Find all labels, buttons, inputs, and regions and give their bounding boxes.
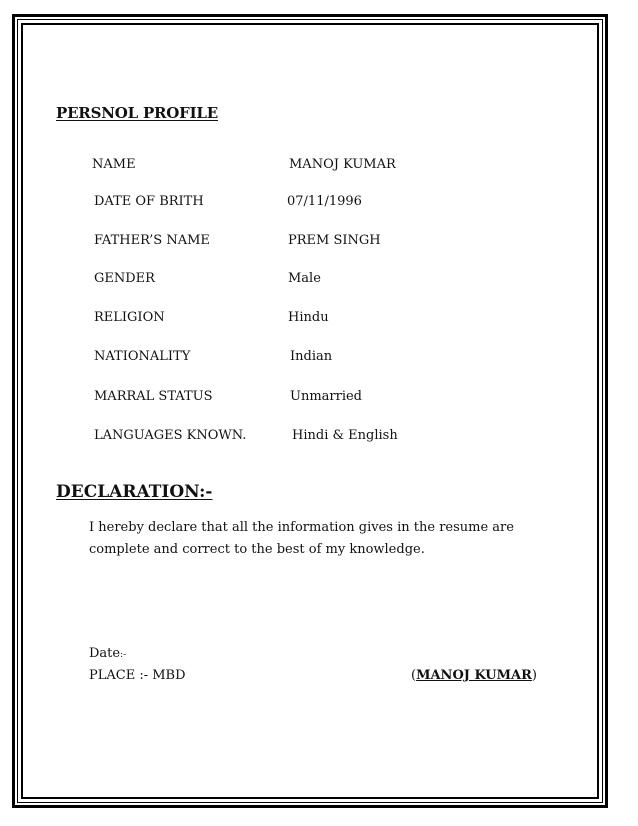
row-label: LANGUAGES KNOWN. [94, 428, 247, 443]
profile-row-gender [0, 271, 638, 293]
profile-row-father [0, 233, 638, 255]
profile-row-nationality [0, 349, 638, 371]
profile-row-religion [0, 310, 638, 332]
row-label: GENDER [94, 271, 155, 286]
row-value: Unmarried [290, 389, 363, 404]
row-value: Indian [290, 349, 333, 364]
date-label: Date [89, 646, 121, 661]
row-label: FATHER’S NAME [94, 233, 210, 248]
row-value: Hindi & English [292, 428, 398, 443]
signature [411, 668, 537, 683]
signature-open-paren: ( [411, 668, 417, 683]
profile-heading: PERSNOL PROFILE [56, 104, 219, 122]
row-value: MANOJ KUMAR [289, 157, 396, 172]
date-separator: :- [120, 650, 127, 660]
declaration-text: I hereby declare that all the information gives in the resume are complete and correct to the best of my knowledge. [89, 520, 514, 557]
profile-row-name [0, 157, 638, 179]
row-label: RELIGION [94, 310, 165, 325]
signature-name: MANOJ KUMAR [416, 668, 532, 683]
row-value: 07/11/1996 [287, 194, 362, 209]
row-label: NAME [92, 157, 136, 172]
place-line: PLACE :- MBD [89, 668, 186, 683]
profile-row-languages [0, 428, 638, 450]
date-line [89, 646, 126, 661]
declaration-heading: DECLARATION:- [56, 482, 213, 502]
row-label: MARRAL STATUS [94, 389, 213, 404]
profile-row-marital [0, 389, 638, 411]
row-value: PREM SINGH [288, 233, 381, 248]
row-label: NATIONALITY [94, 349, 191, 364]
signature-close-paren: ) [531, 668, 537, 683]
row-value: Male [288, 271, 321, 286]
row-label: DATE OF BRITH [94, 194, 204, 209]
row-value: Hindu [288, 310, 329, 325]
profile-row-dob [0, 194, 638, 216]
